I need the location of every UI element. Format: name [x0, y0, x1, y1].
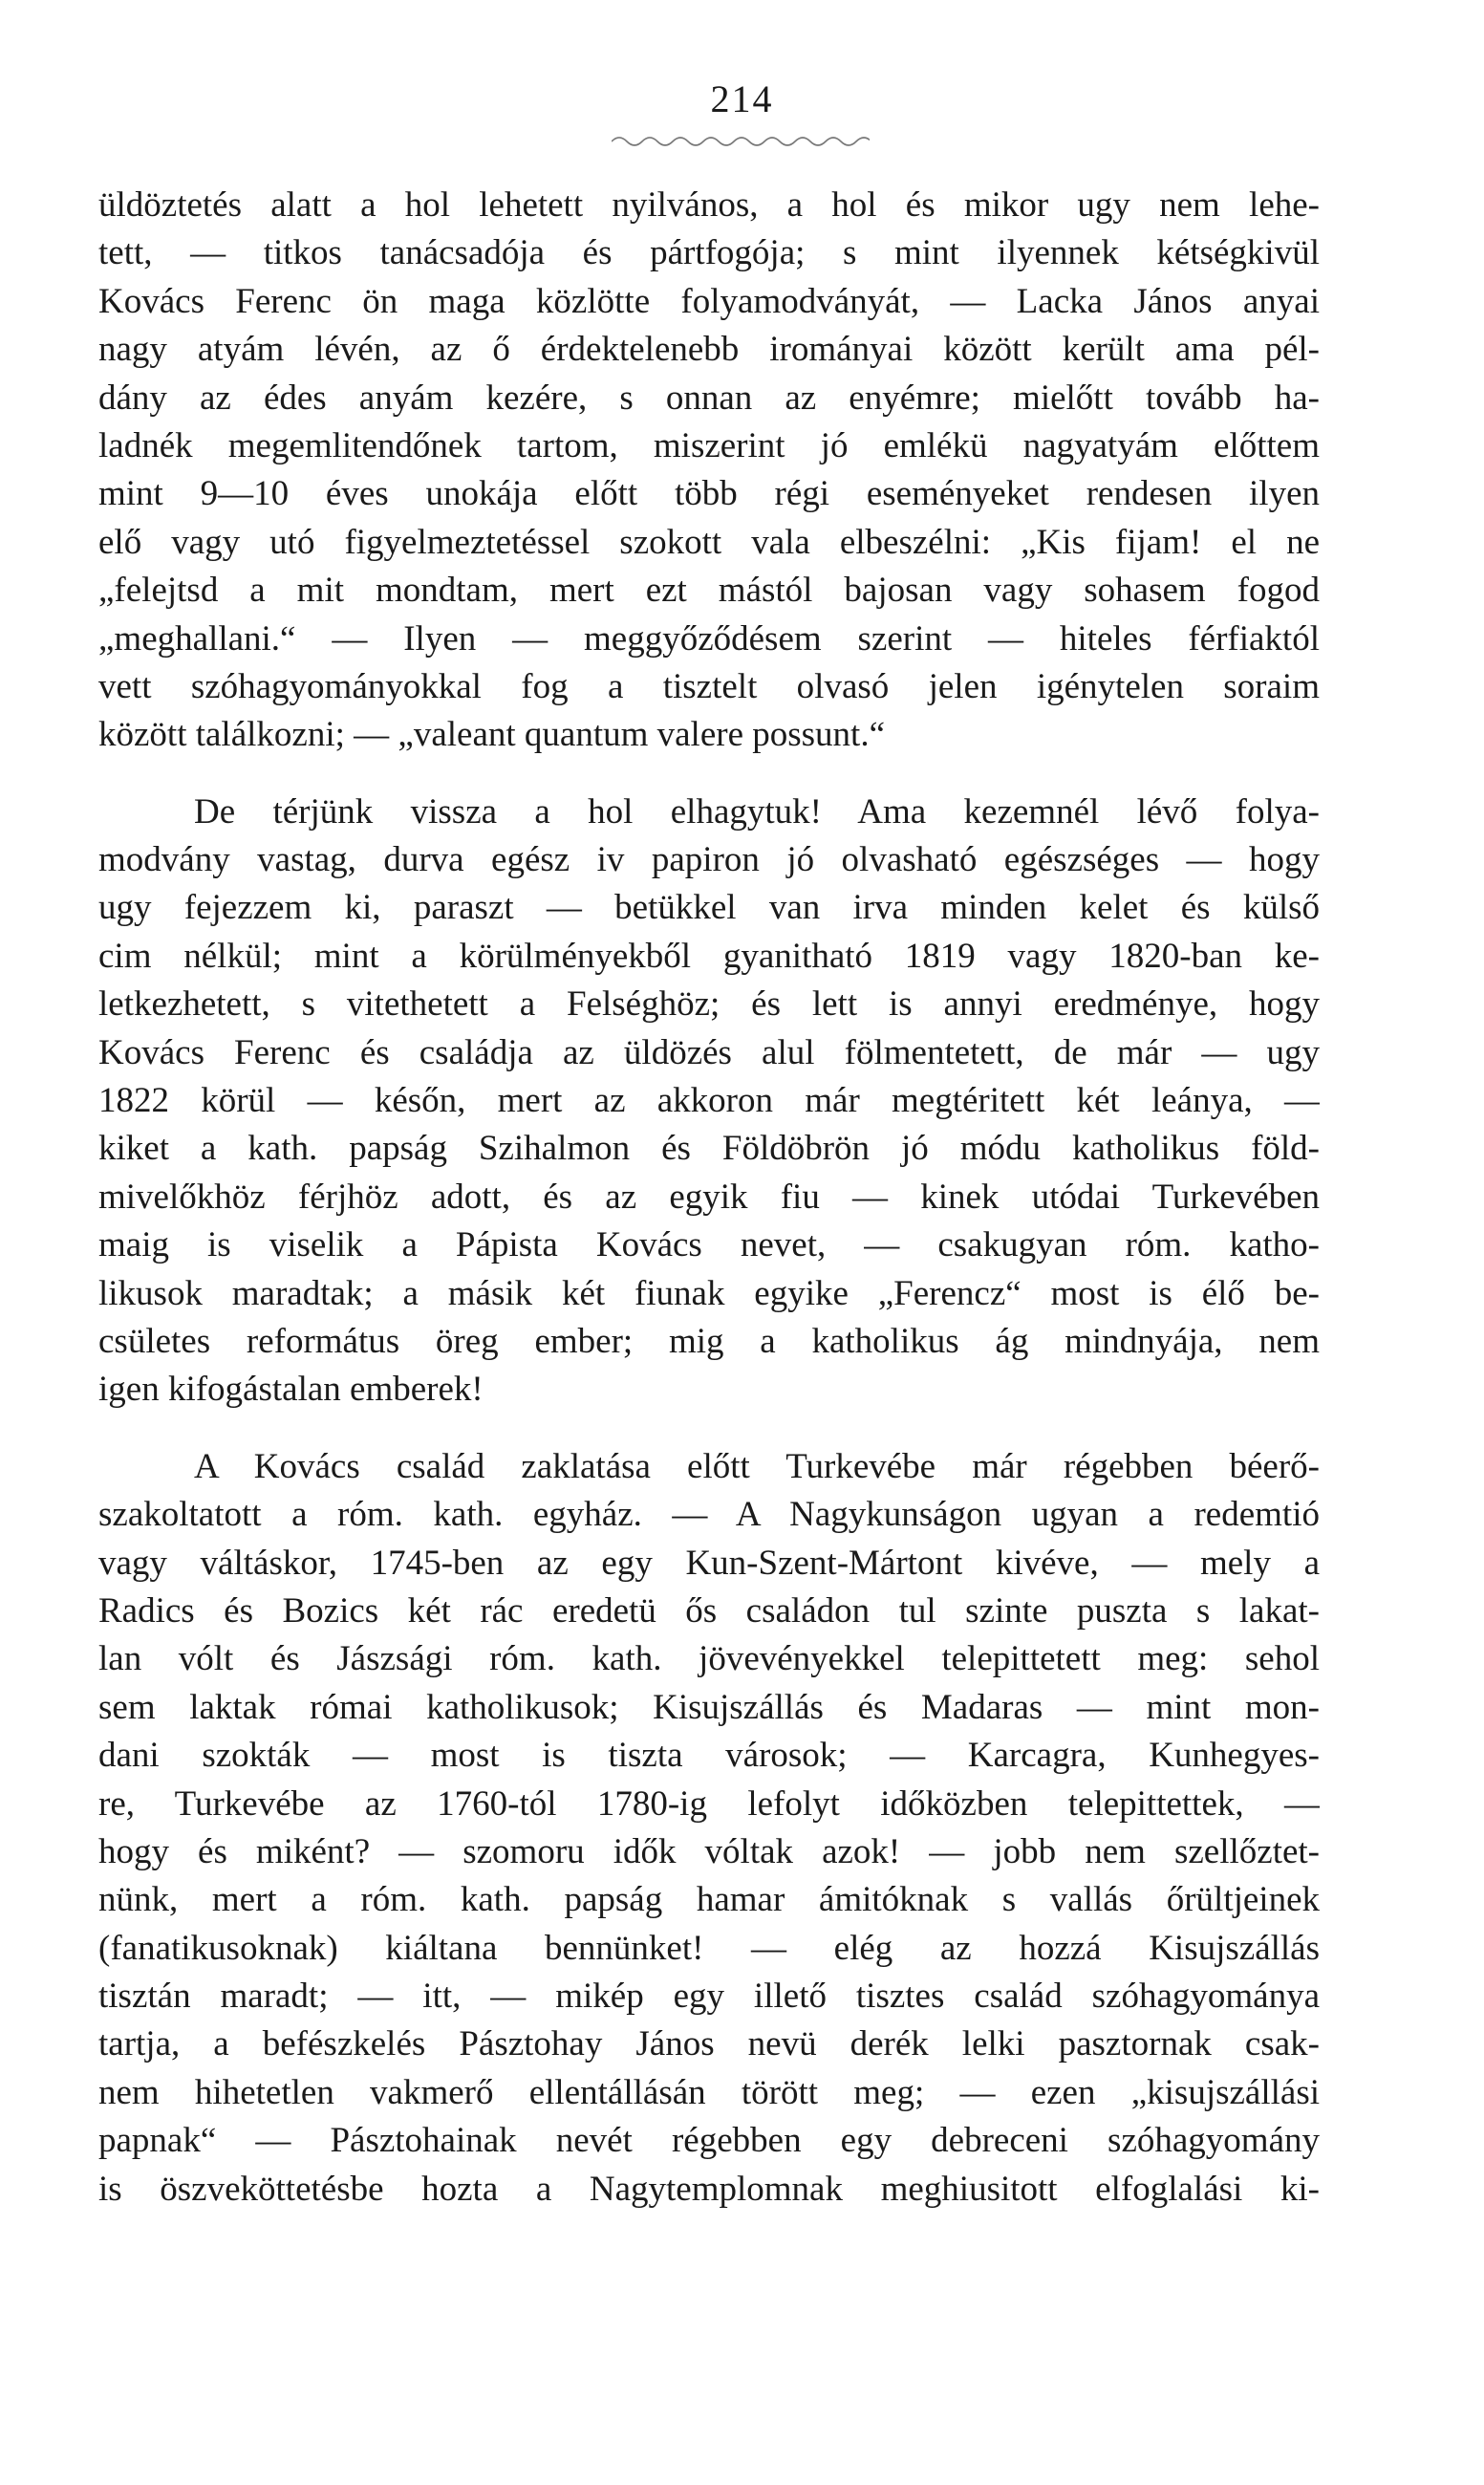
text-line: elő vagy utó figyelmeztetéssel szokott vala elbeszélni: „Kis fijam! el ne — [98, 522, 1320, 562]
text-line: is öszveköttetésbe hozta a Nagytemplomnak meghiusitott elfoglalási ki- — [98, 2169, 1320, 2209]
text-line: üldöztetés alatt a hol lehetett nyilvános, a hol és mikor ugy nem lehe- — [98, 185, 1320, 225]
text-line: tartja, a befészkelés Pásztohay János nevü derék lelki pasztornak csak- — [98, 2024, 1320, 2064]
text-line: letkezhetett, s vitethetett a Felséghöz; és lett is annyi eredménye, hogy — [98, 984, 1320, 1025]
text-line: dani szokták — most is tiszta városok; — Karcagra, Kunhegyes- — [98, 1736, 1320, 1776]
text-line: likusok maradtak; a másik két fiunak egyike „Ferencz“ most is élő be- — [98, 1273, 1320, 1313]
text-line: Kovács Ferenc ön maga közlötte folyamodványát, — Lacka János anyai — [98, 281, 1320, 321]
text-line: modvány vastag, durva egész iv papiron jó olvasható egészséges — hogy — [98, 840, 1320, 880]
text-line: tisztán maradt; — itt, — mikép egy illető tisztes család szóhagyománya — [98, 1977, 1320, 2017]
text-line: tett, — titkos tanácsadója és pártfogója; s mint ilyennek kétségkivül — [98, 233, 1320, 273]
text-line: között találkozni; — „valeant quantum valere possunt.“ — [98, 715, 885, 755]
page-number: 214 — [710, 77, 774, 120]
body-text — [98, 182, 1320, 2214]
page-number-ornament — [612, 132, 870, 151]
text-line: cim nélkül; mint a körülményekből gyanitható 1819 vagy 1820-ban ke- — [98, 936, 1320, 976]
text-line: maig is viselik a Pápista Kovács nevet, — csakugyan róm. katho- — [98, 1225, 1320, 1265]
paragraph-gap — [98, 1415, 1320, 1443]
text-line: szakoltatott a róm. kath. egyház. — A Nagykunságon ugyan a redemtió — [98, 1495, 1320, 1535]
text-line: (fanatikusoknak) kiáltana bennünket! — elég az hozzá Kisujszállás — [98, 1928, 1320, 1968]
text-line: vett szóhagyományokkal fog a tisztelt olvasó jelen igénytelen soraim — [98, 666, 1320, 706]
text-line: Radics és Bozics két rác eredetü ős családon tul szinte puszta s lakat- — [98, 1590, 1320, 1631]
text-line: „meghallani.“ — Ilyen — meggyőződésem szerint — hiteles férfiaktól — [98, 618, 1320, 659]
text-line: nem hihetetlen vakmerő ellentállásán törött meg; — ezen „kisujszállási — [98, 2072, 1320, 2112]
text-line: dány az édes anyám kezére, s onnan az enyémre; mielőtt tovább ha- — [98, 378, 1320, 418]
text-line: csületes református öreg ember; mig a katholikus ág mindnyája, nem — [98, 1321, 1320, 1361]
text-line: De térjünk vissza a hol elhagytuk! Ama kezemnél lévő folya- — [194, 791, 1320, 832]
text-line: mivelőkhöz férjhöz adott, és az egyik fiu — kinek utódai Turkevében — [98, 1177, 1320, 1217]
paragraph-2 — [98, 789, 1320, 1415]
text-line: lan vólt és Jászsági róm. kath. jövevényekkel telepittetett meg: sehol — [98, 1639, 1320, 1679]
paragraph-gap — [98, 760, 1320, 789]
text-line: nagy atyám lévén, az ő érdektelenebb irományai között került ama pél- — [98, 330, 1320, 370]
text-line: 1822 körül — későn, mert az akkoron már megtéritett két leánya, — — [98, 1081, 1320, 1121]
text-line: ugy fejezzem ki, paraszt — betükkel van irva minden kelet és külső — [98, 888, 1320, 928]
text-line: Kovács Ferenc és családja az üldözés alul fölmentetett, de már — ugy — [98, 1032, 1320, 1072]
text-line: igen kifogástalan emberek! — [98, 1370, 484, 1410]
text-line: papnak“ — Pásztohainak nevét régebben egy debreceni szóhagyomány — [98, 2121, 1320, 2161]
text-line: sem laktak római katholikusok; Kisujszállás és Madaras — mint mon- — [98, 1687, 1320, 1727]
paragraph-3 — [98, 1443, 1320, 2214]
text-line: „felejtsd a mit mondtam, mert ezt mástól bajosan vagy sohasem fogod — [98, 571, 1320, 611]
text-line: re, Turkevébe az 1760-tól 1780-ig lefolyt időközben telepittettek, — — [98, 1783, 1320, 1824]
text-line: ladnék megemlitendőnek tartom, miszerint jó emlékü nagyatyám előttem — [98, 425, 1320, 465]
text-line: mint 9—10 éves unokája előtt több régi eseményeket rendesen ilyen — [98, 474, 1320, 514]
text-line: kiket a kath. papság Szihalmon és Földöbrön jó módu katholikus föld- — [98, 1129, 1320, 1169]
text-line: vagy váltáskor, 1745-ben az egy Kun-Szent-Mártont kivéve, — mely a — [98, 1543, 1320, 1583]
paragraph-1 — [98, 182, 1320, 760]
text-line: A Kovács család zaklatása előtt Turkevébe már régebben béerő- — [194, 1446, 1320, 1486]
text-line: hogy és miként? — szomoru idők vóltak azok! — jobb nem szellőztet- — [98, 1831, 1320, 1871]
text-line: nünk, mert a róm. kath. papság hamar ámitóknak s vallás őrültjeinek — [98, 1880, 1320, 1920]
